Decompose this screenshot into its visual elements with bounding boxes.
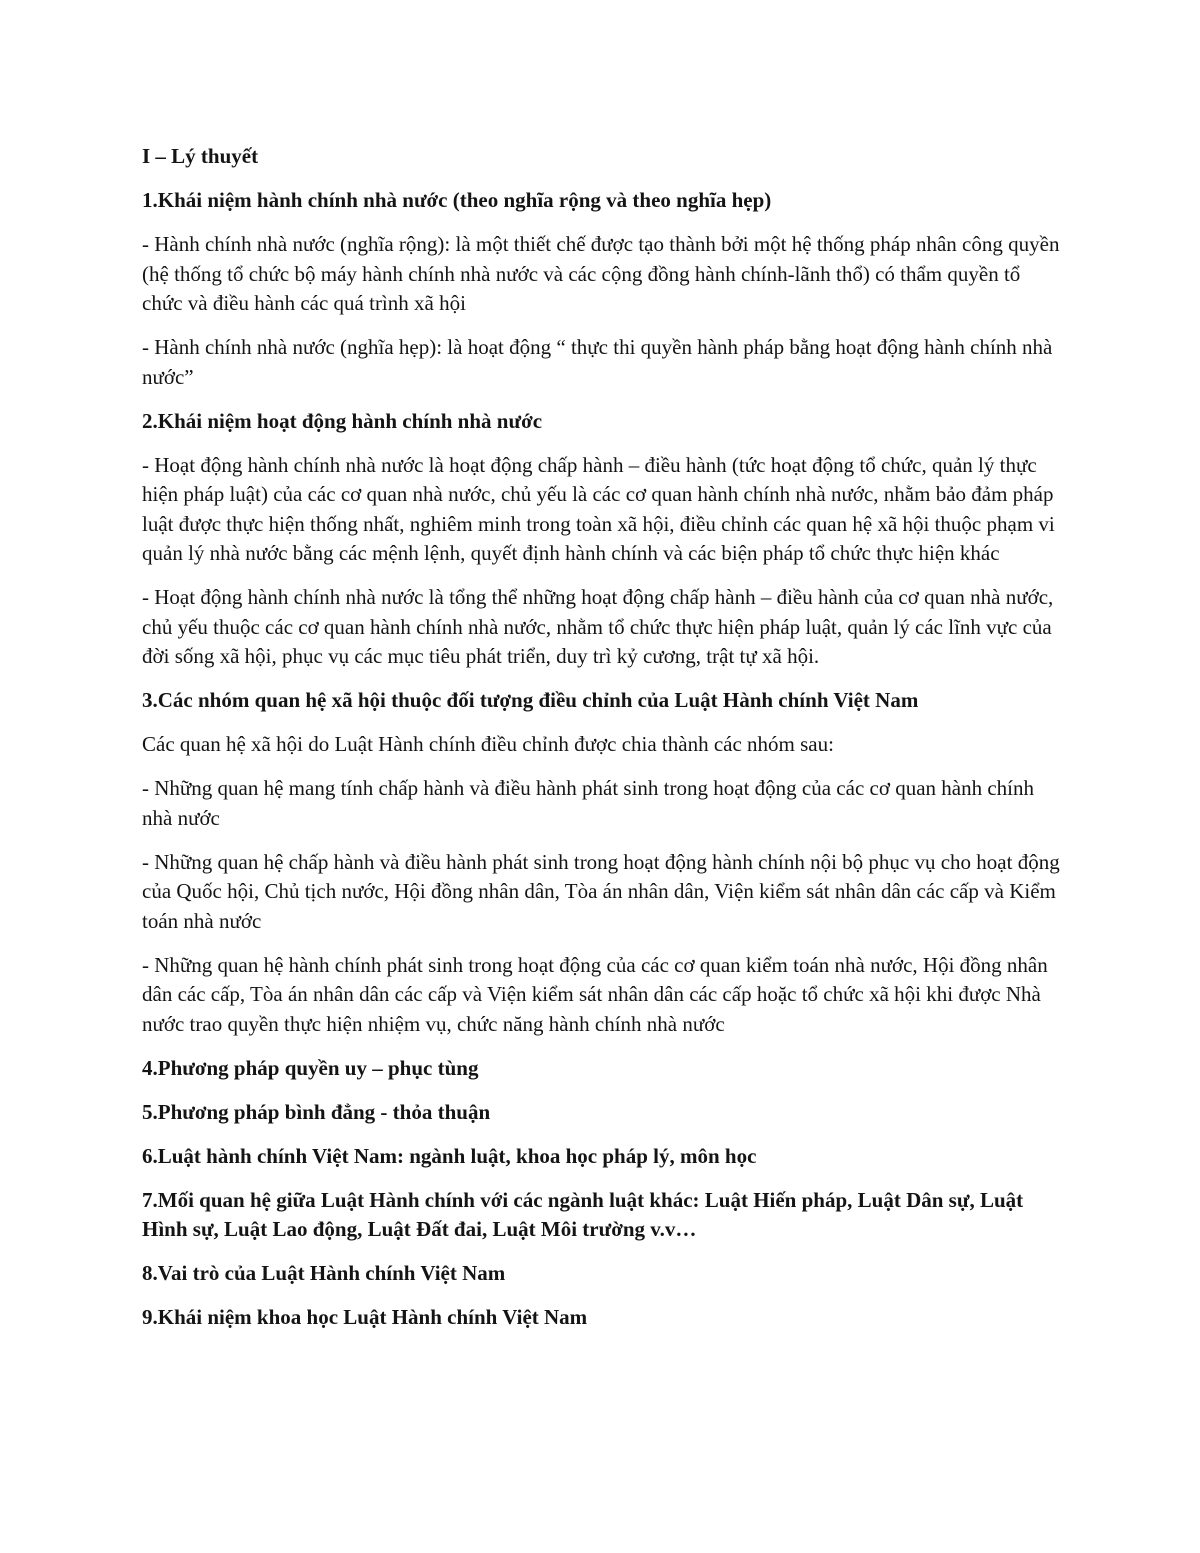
body-paragraph: - Những quan hệ mang tính chấp hành và điều hành phát sinh trong hoạt động của các cơ quan hành chính nhà nước <box>142 776 1034 830</box>
section-heading: 9.Khái niệm khoa học Luật Hành chính Việt Nam <box>142 1305 588 1329</box>
body-paragraph: Các quan hệ xã hội do Luật Hành chính điều chỉnh được chia thành các nhóm sau: <box>142 732 834 756</box>
section-heading: 7.Mối quan hệ giữa Luật Hành chính với các ngành luật khác: Luật Hiến pháp, Luật Dân sự, Luật Hình sự, Luật Lao động, Luật Đất đai, Luật Môi trường v.v… <box>142 1187 1024 1241</box>
section-heading: 3.Các nhóm quan hệ xã hội thuộc đối tượng điều chỉnh của Luật Hành chính Việt Nam <box>142 688 919 712</box>
document-page <box>142 142 1062 1347</box>
section-heading: 1.Khái niệm hành chính nhà nước (theo nghĩa rộng và theo nghĩa hẹp) <box>142 188 772 212</box>
body-paragraph: - Hành chính nhà nước (nghĩa rộng): là một thiết chế được tạo thành bởi một hệ thống pháp nhân công quyền (hệ thống tổ chức bộ máy hành chính nhà nước và các cộng đồng hành chính-lãnh thổ) có thẩm quyền tổ chức và điều hành các quá trình xã hội <box>142 232 1060 315</box>
section-heading: 4.Phương pháp quyền uy – phục tùng <box>142 1055 479 1080</box>
body-paragraph: - Hành chính nhà nước (nghĩa hẹp): là hoạt động “ thực thi quyền hành pháp bằng hoạt động hành chính nhà nước” <box>142 335 1053 389</box>
section-heading: 2.Khái niệm hoạt động hành chính nhà nước <box>142 408 543 433</box>
body-paragraph: - Những quan hệ hành chính phát sinh trong hoạt động của các cơ quan kiểm toán nhà nước, Hội đồng nhân dân các cấp, Tòa án nhân dân các cấp và Viện kiểm sát nhân dân các cấp hoặc tổ chức xã hội khi được Nhà nước trao quyền thực hiện nhiệm vụ, chức năng hành chính nhà nước <box>142 952 1048 1036</box>
body-paragraph: - Những quan hệ chấp hành và điều hành phát sinh trong hoạt động hành chính nội bộ phục vụ cho hoạt động của Quốc hội, Chủ tịch nước, Hội đồng nhân dân, Tòa án nhân dân, Viện kiểm sát nhân dân các cấp và Kiểm toán nhà nước <box>142 849 1060 933</box>
section-heading: 5.Phương pháp bình đẳng - thỏa thuận <box>142 1099 491 1124</box>
section-heading: 6.Luật hành chính Việt Nam: ngành luật, khoa học pháp lý, môn học <box>142 1143 757 1168</box>
section-title: I – Lý thuyết <box>142 144 259 168</box>
section-heading: 8.Vai trò của Luật Hành chính Việt Nam <box>142 1261 506 1285</box>
body-paragraph: - Hoạt động hành chính nhà nước là hoạt động chấp hành – điều hành (tức hoạt động tổ chức, quản lý thực hiện pháp luật) của các cơ quan nhà nước, chủ yếu là các cơ quan hành chính nhà nước, nhằm bảo đảm pháp luật được thực hiện thống nhất, nghiêm minh trong toàn xã hội, điều chỉnh các quan hệ xã hội thuộc phạm vi quản lý nhà nước bằng các mệnh lệnh, quyết định hành chính và các biện pháp tổ chức thực hiện khác <box>142 452 1055 565</box>
document-body <box>142 186 1062 1333</box>
body-paragraph: - Hoạt động hành chính nhà nước là tổng thể những hoạt động chấp hành – điều hành của cơ quan nhà nước, chủ yếu thuộc các cơ quan hành chính nhà nước, nhằm tổ chức thực hiện pháp luật, quản lý các lĩnh vực của đời sống xã hội, phục vụ các mục tiêu phát triển, duy trì kỷ cương, trật tự xã hội. <box>142 585 1054 668</box>
